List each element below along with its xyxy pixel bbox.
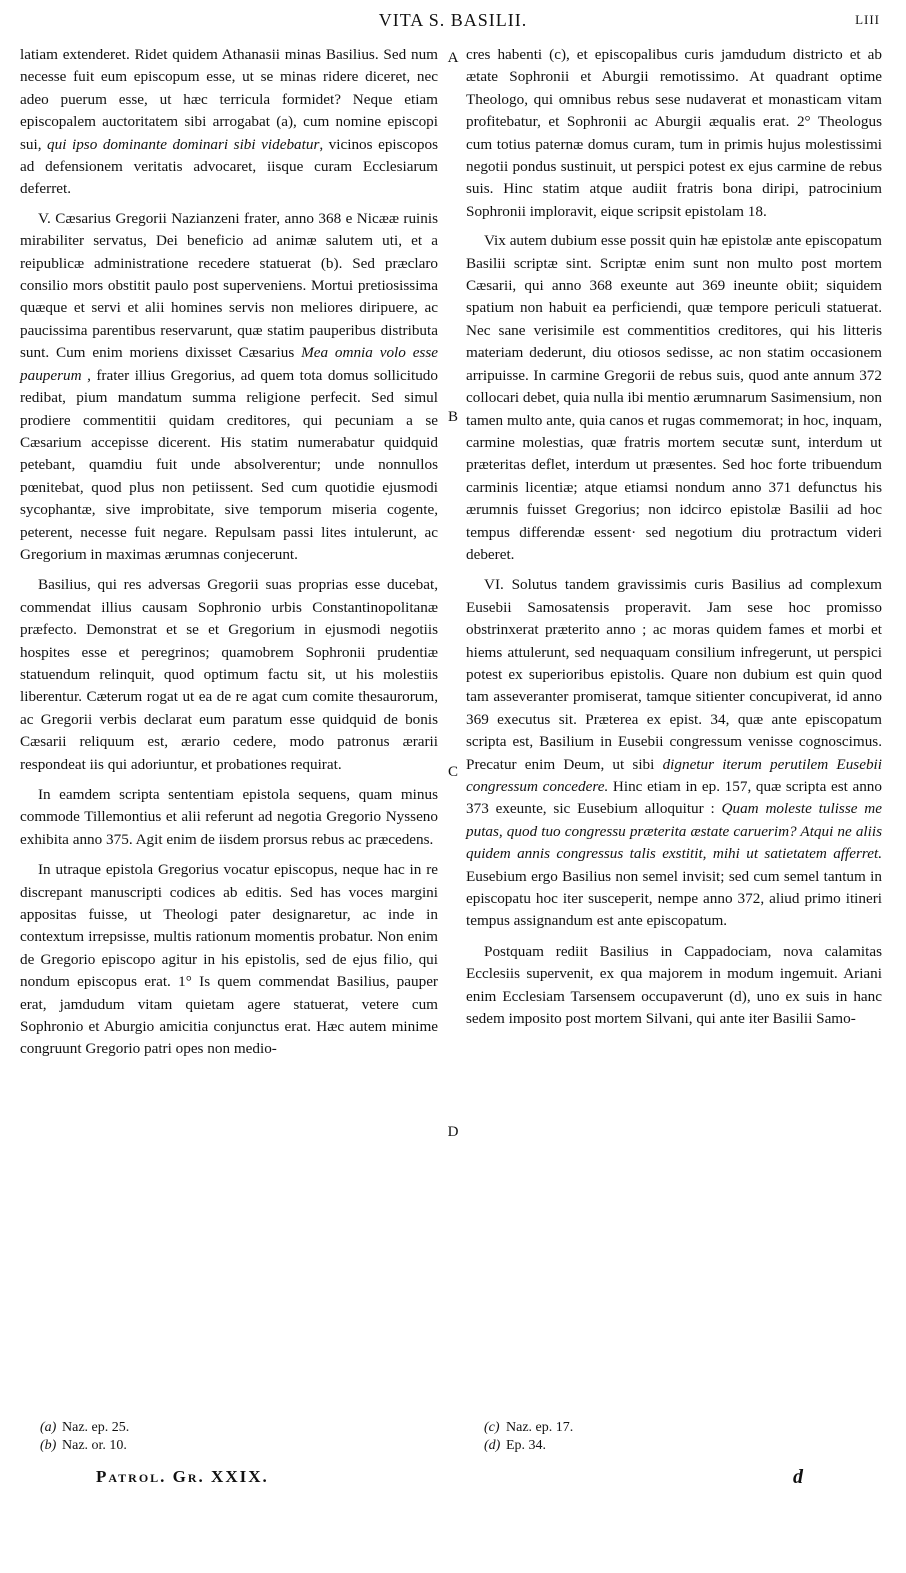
text-run: In eamdem scripta sententiam epistola sequens, quam minus commode Tillemontius et alii referunt ad negotia Gregorio Nysseno exhibita anno 375. Agit enim de iisdem prorsus rebus ac præcedens. xyxy=(20,786,438,848)
paragraph xyxy=(466,44,882,223)
footnote-mark: (a) xyxy=(40,1420,57,1435)
paragraph xyxy=(20,208,438,567)
footnote-mark: (c) xyxy=(484,1420,500,1435)
page-number: LIII xyxy=(855,12,880,27)
paragraph xyxy=(20,784,438,851)
footnote xyxy=(40,1419,420,1437)
text-run: V. Cæsarius Gregorii Nazianzeni frater, anno 368 e Nicææ ruinis mirabiliter servatus, Dei beneficio ad animæ salutem uti, et a reipublicæ administratione recedere statuerat (b). Sed præclaro consilio mors obstitit paulo post superveniens. Mortui pretiosissima quæque et servi et alii homines servis non meliores diripuere, ac paucissima parentibus reservarunt, quæ statim pauperibus distributa sunt. Cum enim moriens dixisset Cæsarius xyxy=(20,209,438,362)
right-column xyxy=(466,44,882,1038)
left-column xyxy=(20,44,438,1069)
gathering-letter: d xyxy=(793,1466,803,1488)
footnote xyxy=(484,1419,864,1437)
text-run: cres habenti (c), et episcopalibus curis jamdudum districto et ab ætate Sophronii et Aburgii remotissimo. At quadrant optime Theologo, qui omnibus rebus sese nudaverat et monasticam vitam profitebatur, et Sophronii ac Aburgii æqualis erat. 2° Theologus cum totius paternæ domus curam, tum in primis hujus molestissimi negotii pondus sustinuit, ut perspici potest ex ejus carmine de rebus suis. Hinc statim atque audiit fratris bona diripi, patrocinium Sophronii imploravit, eique scripsit epistolam 18. xyxy=(466,46,882,220)
margin-marker-d: D xyxy=(447,1124,459,1140)
footnote-mark: (d) xyxy=(484,1438,501,1453)
footnote-text: Naz. ep. 25. xyxy=(62,1420,130,1435)
footnote-text: Naz. ep. 17. xyxy=(506,1420,574,1435)
footnotes-right xyxy=(484,1419,864,1455)
paragraph xyxy=(20,859,438,1061)
running-title: VITA S. BASILII. xyxy=(378,10,528,30)
paragraph xyxy=(20,44,438,201)
text-run: , vicinos episcopos ad defensionem veritatis advocaret, iisque curam Ecclesiarum deferret. xyxy=(20,135,438,198)
paragraph xyxy=(466,941,882,1031)
footnote-text: Ep. 34. xyxy=(506,1438,547,1453)
paragraph xyxy=(466,230,882,566)
italic-text: dignetur iterum perutilem Eusebii congressum concedere. xyxy=(466,755,882,795)
footnote-mark: (b) xyxy=(40,1438,57,1453)
paragraph xyxy=(20,574,438,776)
margin-marker-b: B xyxy=(447,409,458,425)
text-run: In utraque epistola Gregorius vocatur episcopus, neque hac in re discrepant manuscripti codices ab editis. Sed has voces margini appositas fuisse, ut Theologi pater designaretur, ac inde in contextum irrepsisse, multis rationum momentis probatur. Non enim de Gregorio episcopo agitur in his epistolis, sed de ejus filio, qui nondum episcopus erat. 1° Is quem commendat Basilius, pauper erat, jamdudum vitam quietam agere statuerat, vetere cum Sophronio et Aburgio amicitia conjunctus erat. Hæc autem minime congruunt Gregorio patri opes non medio- xyxy=(20,861,438,1058)
italic-text: qui ipso dominante dominari sibi videbatur xyxy=(47,135,320,153)
running-head xyxy=(0,10,906,36)
text-run: Hinc etiam in ep. 157, quæ scripta est anno 373 exeunte, sic Eusebium alloquitur : xyxy=(466,778,882,818)
margin-marker-c: C xyxy=(447,764,458,780)
footnotes-left xyxy=(40,1419,420,1455)
text-run: VI. Solutus tandem gravissimis curis Basilius ad complexum Eusebii Samosatensis properavit. Jam sese hoc promisso obstrinxerat præterito anno ; ac moras quidem fames et morbi et hiems attulerunt, sed nequaquam consilium infregerunt, ut perspici potest ex superioribus epistolis. Quare non dubium est quin quod tam asseveranter promiserat, tamque sitienter concupiverat, id anno 369 executus sit. Præterea ex epist. 34, quæ ante episcopatum scripta est, Basilium in Eusebii congressum venisse cognoscimus. Precatur enim Deum, ut sibi xyxy=(466,576,882,773)
text-run: Vix autem dubium esse possit quin hæ epistolæ ante episcopatum Basilii scriptæ sint. Scriptæ enim sunt non multo post mortem Cæsarii, qui anno 368 exeunte aut 369 ineunte obiit; siquidem spatium non habuit ea perficiendi, quæ tempore periculi statuerat. Nec sane verisimile est commentitios creditores, qui his litteris materiam dederunt, diu otiosos sedisse, ac non statim occasionem arripuisse. In carmine Gregorii de rebus suis, quod ante annum 372 collocari debet, quia nulla ibi mentio ærumnarum Sasimensium, non tamen multo ante, quia canos et rugas commemorat; in hoc, inquam, carmine molestias, quæ fratris mortem secutæ sunt, interdum ut præteritas deflet, interdum ut præsentes. Sed hoc forte tribuendum carminis licentiæ; atque etiamsi nondum anno 371 defunctus his ærumnis fuisset Gregorius; non idcirco epistolæ Basilii ad hoc tempus differendæ essent· sed negotium diu protractum videri deberet. xyxy=(466,232,882,563)
footnote xyxy=(40,1437,420,1455)
text-run: Eusebium ergo Basilius non semel invisit; sed cum semel tantum in episcopatu hoc iter susceperit, nempe anno 372, aliud primo itineri tempus assignandum est ante episcopatum. xyxy=(466,867,882,930)
footnote xyxy=(484,1437,864,1455)
text-run: Postquam rediit Basilius in Cappadociam, nova calamitas Ecclesiis supervenit, ex qua majorem in modum ingemuit. Ariani enim Ecclesiam Tarsensem occupaverunt (d), uno ex suis in hanc sedem imposito post mortem Silvani, qui ante iter Basilii Samo- xyxy=(466,942,882,1028)
italic-text: Mea omnia volo esse pauperum xyxy=(20,344,438,384)
text-run: , frater illius Gregorius, ad quem tota domus sollicitudo redibat, pium mandatum summa religione perfecit. Sed simul prodiere commentitii quidam creditores, qui pecuniam a se Cæsarium accepisse dicerent. His statim numerabatur quidquid petebant, quamdiu fuit unde absolverentur; unde nonnullos pœnitebat, quod plus non petiissent. Sed cum quotidie ejusmodi sycophantæ, sive improbitate, sive temporum miseria cogente, peterent, necesse fuit negare. Repulsam passi lites intulerunt, ac Gregorium in maximas ærumnas conjecerunt. xyxy=(20,366,438,563)
signature-mark: Patrol. Gr. XXIX. xyxy=(96,1467,269,1486)
text-run: latiam extenderet. Ridet quidem Athanasii minas Basilius. Sed num necesse fuit eum episcopum esse, ut se minas ridere diceret, nec adeo puerum esse, ut hæc terricula formidet? Neque etiam episcopalem auctoritatem sibi arrogabat (a), cum nomine episcopi sui, xyxy=(20,46,438,153)
paragraph xyxy=(466,574,882,933)
italic-text: Quam moleste tulisse me putas, quod tuo congressu præterita æstate caruerim? Atqui ne aliis quidem annis congressus talis exstitit, mihi ut satietatem afferret. xyxy=(466,800,882,863)
text-run: Basilius, qui res adversas Gregorii suas proprias esse ducebat, commendat illius causam Sophronio urbis Constantinopolitanæ præfecto. Demonstrat et se et Gregorium in ejusmodi negotiis hospites esse et peregrinos; quamobrem Sophronii prudentiæ statuendum relinquit, quod optimum factu sit, ut his molestiis liberentur. Cæterum rogat ut ea de re agat cum comite thesaurorum, ac Gregorii verbis declarat eum paratum esse quidquid de bonis Cæsarii reliquum est, ærario cedere, modo patronus ærarii respondeat iis qui adoriuntur, et probationes requirat. xyxy=(20,576,438,773)
margin-marker-a: A xyxy=(447,50,459,66)
footnote-text: Naz. or. 10. xyxy=(62,1438,127,1453)
